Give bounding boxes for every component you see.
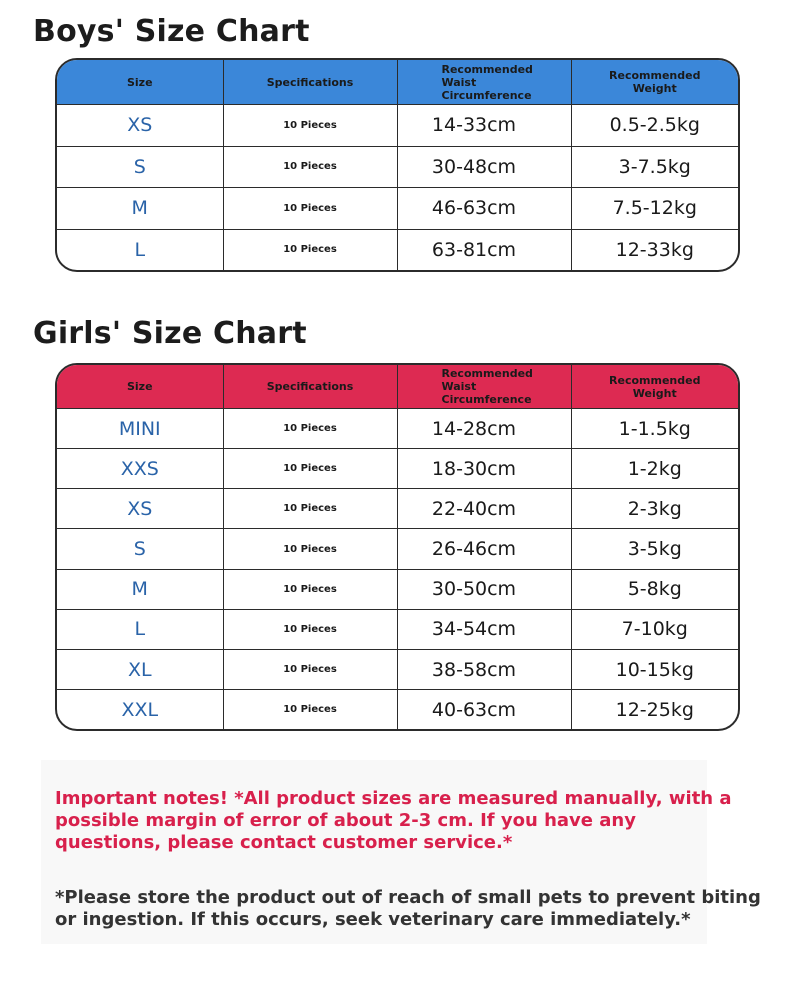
table-row (57, 105, 738, 147)
waist-cell: 18-30cm (397, 449, 571, 489)
table-row (57, 146, 738, 188)
spec-cell: 10 Pieces (223, 489, 397, 529)
header-weight-line2: Weight (632, 386, 677, 400)
size-cell: XS (57, 105, 223, 147)
header-size: Size (57, 60, 223, 105)
table-row (57, 489, 738, 529)
spec-cell: 10 Pieces (223, 690, 397, 729)
spec-cell: 10 Pieces (223, 529, 397, 569)
header-waist-line2: Circumference (441, 393, 532, 406)
spec-cell: 10 Pieces (223, 409, 397, 449)
waist-cell: 40-63cm (397, 690, 571, 729)
boys-size-chart-title: Boys' Size Chart (33, 14, 310, 49)
size-cell: XXS (57, 449, 223, 489)
header-size: Size (57, 365, 223, 409)
important-notes-text: Important notes! *All product sizes are measured manually, with a possible margin of error of about 2-3 cm. If you have any questions, please contact customer service.* (55, 788, 732, 853)
table-row (57, 449, 738, 489)
table-row (57, 409, 738, 449)
girls-size-table (55, 363, 740, 731)
table-row (57, 690, 738, 729)
size-cell: L (57, 609, 223, 649)
weight-cell: 3-5kg (571, 529, 738, 569)
weight-cell: 12-25kg (615, 698, 694, 721)
size-cell: MINI (57, 409, 223, 449)
header-weight-line2: Weight (632, 82, 677, 95)
size-cell: M (57, 188, 223, 230)
waist-cell: 34-54cm (397, 609, 571, 649)
spec-cell: 10 Pieces (223, 449, 397, 489)
size-cell: S (57, 146, 223, 188)
boys-size-table (55, 58, 740, 272)
spec-cell: 10 Pieces (223, 229, 397, 270)
waist-cell: 14-28cm (397, 409, 571, 449)
spec-cell: 10 Pieces (223, 146, 397, 188)
size-cell: XS (57, 489, 223, 529)
weight-cell: 1-2kg (571, 449, 738, 489)
table-row (57, 569, 738, 609)
waist-cell: 30-48cm (397, 146, 571, 188)
waist-cell: 38-58cm (397, 649, 571, 689)
header-waist-line2: Circumference (441, 88, 532, 102)
table-header-row (57, 365, 738, 409)
spec-cell: 10 Pieces (223, 649, 397, 689)
weight-cell: 3-7.5kg (571, 146, 738, 188)
header-waist (397, 60, 571, 105)
spec-cell: 10 Pieces (223, 105, 397, 147)
table-row (57, 188, 738, 230)
header-weight-line1: Recommended (609, 373, 701, 387)
weight-cell: 12-33kg (615, 238, 694, 261)
waist-cell: 46-63cm (397, 188, 571, 230)
spec-cell: 10 Pieces (223, 569, 397, 609)
size-cell: S (57, 529, 223, 569)
table-row (57, 649, 738, 689)
header-specifications: Specifications (223, 60, 397, 105)
size-cell: XL (57, 649, 223, 689)
waist-cell: 26-46cm (397, 529, 571, 569)
spec-cell: 10 Pieces (223, 188, 397, 230)
size-cell: XXL (57, 690, 223, 729)
weight-cell: 10-15kg (571, 649, 738, 689)
weight-cell: 7.5-12kg (571, 188, 738, 230)
girls-size-chart-title: Girls' Size Chart (33, 316, 307, 351)
table-header-row (57, 60, 738, 105)
weight-cell: 5-8kg (571, 569, 738, 609)
table-row (57, 529, 738, 569)
header-waist-line1: Recommended Waist (441, 62, 533, 89)
waist-cell: 30-50cm (397, 569, 571, 609)
weight-cell: 7-10kg (571, 609, 738, 649)
header-weight (571, 60, 738, 105)
header-weight-line1: Recommended (609, 69, 701, 82)
header-weight (571, 365, 738, 409)
table-row (57, 609, 738, 649)
weight-cell: 0.5-2.5kg (571, 105, 738, 147)
waist-cell: 63-81cm (397, 229, 571, 270)
waist-cell: 14-33cm (397, 105, 571, 147)
header-waist (397, 365, 571, 409)
header-specifications: Specifications (223, 365, 397, 409)
table-row (57, 229, 738, 270)
waist-cell: 22-40cm (397, 489, 571, 529)
size-cell: L (57, 229, 223, 270)
size-cell: M (57, 569, 223, 609)
storage-warning-text: *Please store the product out of reach of small pets to prevent biting or ingestion. If this occurs, seek veterinary care immediately.* (55, 887, 761, 930)
weight-cell: 1-1.5kg (571, 409, 738, 449)
weight-cell: 2-3kg (571, 489, 738, 529)
spec-cell: 10 Pieces (223, 609, 397, 649)
header-waist-line1: Recommended Waist (441, 367, 533, 393)
